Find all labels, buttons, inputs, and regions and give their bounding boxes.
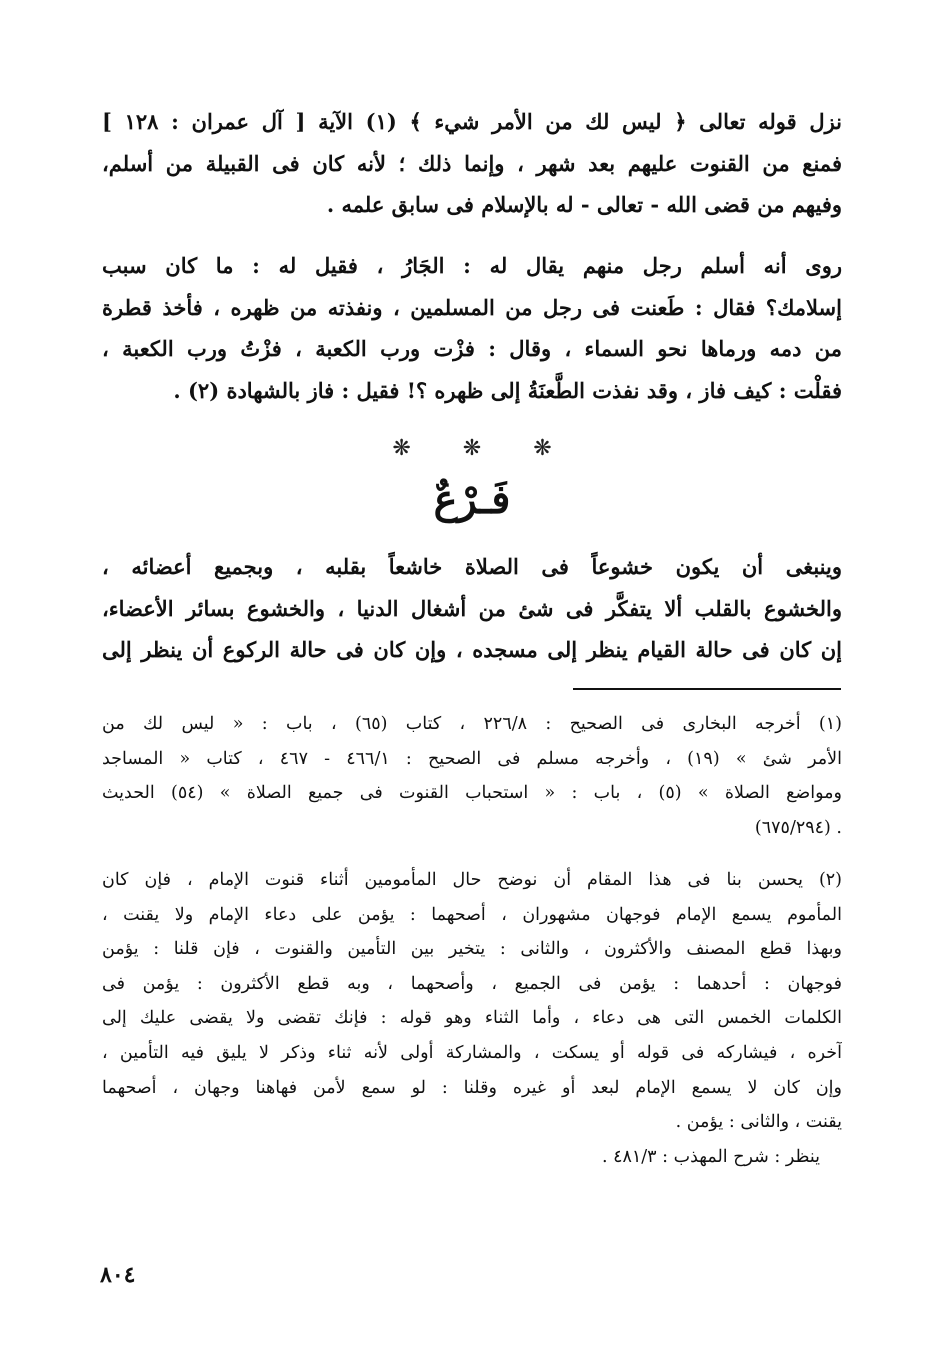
footnote-line: . (٦٧٥/٢٩٤) xyxy=(754,817,842,838)
footnote-line: (٢) يحسن بنا فى هذا المقام أن نوضح حال المأمومين أثناء قنوت الإمام ، فإن كان xyxy=(102,870,842,890)
text-line: وينبغى أن يكون خشوعاً فى الصلاة خاشعاً بقلبه ، وبجميع أعضائه ، xyxy=(102,554,842,579)
star-ornament-icon: ❋ xyxy=(392,436,411,461)
footnote-divider xyxy=(573,688,841,690)
paragraph-khushu xyxy=(102,546,842,671)
paragraph-quran-verse xyxy=(102,101,842,226)
footnote-line: وإن كان لا يسمع الإمام لبعد أو غيره وقلنا : لو سمع لأمن فهاهنا وجهان ، أصحهما xyxy=(102,1077,842,1098)
paragraph-narration xyxy=(102,245,842,411)
text-line: إسلامك؟ فقال : طَعنت فى رجل من المسلمين ، ونفذته من ظهره ، فأخذ قطرة xyxy=(102,294,842,320)
footnote-line: آخره ، فيشاركه فى قوله أو يسكت ، والمشاركة أولى لأنه ثناء وذكر لا يليق فيه التأمين ، xyxy=(102,1042,842,1063)
footnote-1 xyxy=(102,707,842,845)
star-ornament-icon: ❋ xyxy=(533,436,552,461)
footnote-line: الكلمات الخمس التى هى دعاء ، وأما الثناء وهو قوله : فإنك تقضى ولا يقضى عليك إلى xyxy=(102,1008,842,1029)
footnote-line: المأموم يسمع الإمام فوجهان مشهوران ، أصحهما : يؤمن على دعاء الإمام ولا يقنت ، xyxy=(102,904,842,925)
text-line: نزل قوله تعالى ﴿ ليس لك من الأمر شيء ﴾ (١) الآية [ آل عمران : ١٢٨ ] xyxy=(102,109,842,134)
text-line: إن كان فى حالة القيام ينظر إلى مسجده ، وإن كان فى حالة الركوع أن ينظر إلى xyxy=(102,637,842,662)
text-line: روى أنه أسلم رجل منهم يقال له : الجَارُ ، فقيل له : ما كان سبب xyxy=(102,253,842,278)
star-ornament-icon: ❋ xyxy=(462,436,482,461)
text-line: فقلْت : كيف فاز ، وقد نفذت الطَّعنَةُ إلى ظهره ؟! فقيل : فاز بالشهادة (٢) . xyxy=(173,377,842,403)
text-line: والخشوع بالقلب ألا يتفكَّر فى شئ من أشغال الدنيا ، والخشوع بسائر الأعضاء، xyxy=(102,595,842,621)
footnote-line: ومواضع الصلاة » (٥) ، باب : « استحباب القنوت فى جميع الصلاة » (٥٤) الحديث xyxy=(102,783,842,804)
page-number: ٨٠٤ xyxy=(100,1262,136,1288)
footnote-line: يقنت ، والثانى : يؤمن . xyxy=(675,1112,842,1133)
footnote-line: الأمر شئ » (١٩) ، وأخرجه مسلم فى الصحيح : ٤٦٦/١ - ٤٦٧ ، كتاب « المساجد xyxy=(102,748,842,769)
footnote-line: فوجهان : أحدهما : يؤمن فى الجميع ، وأصحهما ، وبه قطع الأكثرون : يؤمن فى xyxy=(102,973,842,994)
section-heading: فَـرْعٌ xyxy=(433,476,511,523)
footnote-2 xyxy=(102,863,842,1174)
text-line: وفيهم من قضى الله - تعالى - له بالإسلام فى سابق علمه . xyxy=(326,192,842,217)
text-line: فمنع من القنوت عليهم بعد شهر ، وإنما ذلك ؛ لأنه كان فى القبيلة من أسلم، xyxy=(102,150,842,176)
footnote-line: (١) أخرجه البخارى فى الصحيح : ٢٢٦/٨ ، كتاب (٦٥) ، باب : « ليس لك من xyxy=(102,714,842,734)
footnote-reference: ينظر : شرح المهذب : ٤٨١/٣ . xyxy=(601,1146,820,1167)
text-line: من دمه ورماها نحو السماء ، وقال : فزْت ورب الكعبة ، فزْتُ ورب الكعبة ، xyxy=(102,336,842,361)
footnote-line: وبهذا قطع المصنف والأكثرون ، والثانى : يتخير بين التأمين والقنوت ، فإن قلنا : يؤمن xyxy=(102,939,842,960)
section-separator xyxy=(0,436,944,466)
